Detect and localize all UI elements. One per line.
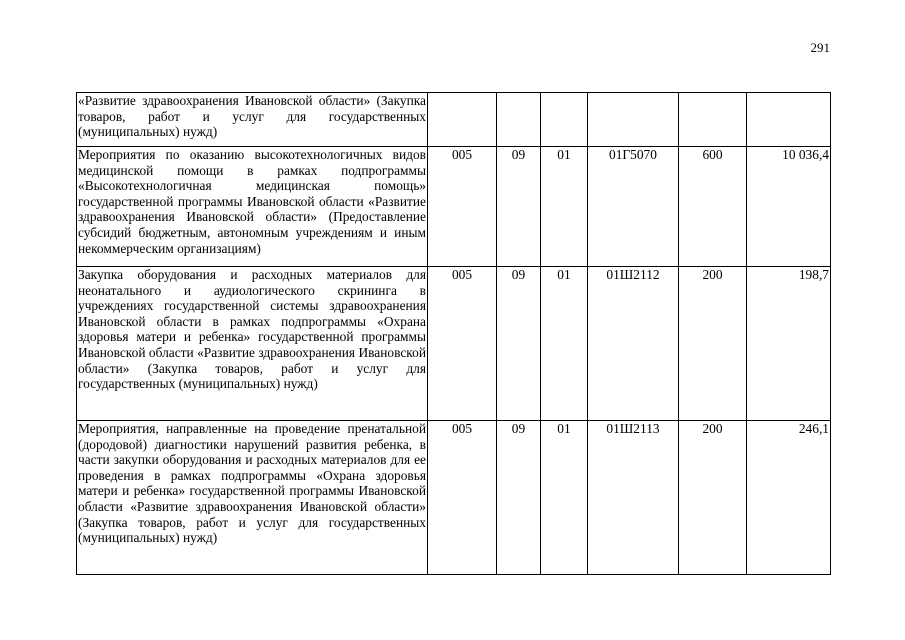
- target-code: 01Г5070: [588, 147, 679, 267]
- section-code: [497, 93, 541, 147]
- target-code: [588, 93, 679, 147]
- expense-type-code: 600: [679, 147, 747, 267]
- subsection-code: 01: [541, 147, 588, 267]
- target-code: 01Ш2113: [588, 421, 679, 575]
- table-row: [77, 267, 831, 421]
- row-description: Мероприятия по оказанию высокотехнологичных видов медицинской помощи в рамках подпрограммы «Высокотехнологичная медицинская помощь» государственной программы Ивановской области «Развитие здравоохранения Ивановской области» (Предоставление субсидий бюджетным, автономным учреждениям и иным некоммерческим организациям): [77, 147, 428, 267]
- table-row: [77, 421, 831, 575]
- expense-type-code: 200: [679, 267, 747, 421]
- expense-type-code: [679, 93, 747, 147]
- row-description: «Развитие здравоохранения Ивановской области» (Закупка товаров, работ и услуг для государственных (муниципальных) нужд): [77, 93, 428, 147]
- amount: 198,7: [747, 267, 831, 421]
- table-row: [77, 147, 831, 267]
- subsection-code: 01: [541, 421, 588, 575]
- ministry-code: [428, 93, 497, 147]
- section-code: 09: [497, 421, 541, 575]
- row-description: Мероприятия, направленные на проведение пренатальной (дородовой) диагностики нарушений развития ребенка, в части закупки оборудования и расходных материалов для ее проведения в рамках подпрограммы «Охрана здоровья матери и ребенка» государственной программы Ивановской области «Развитие здравоохранения Ивановской области» (Закупка товаров, работ и услуг для государственных (муниципальных) нужд): [77, 421, 428, 575]
- row-description: Закупка оборудования и расходных материалов для неонатального и аудиологического скрининга в учреждениях государственной системы здравоохранения Ивановской области в рамках подпрограммы «Охрана здоровья матери и ребенка» государственной программы Ивановской области «Развитие здравоохранения Ивановской области» (Закупка товаров, работ и услуг для государственных (муниципальных) нужд): [77, 267, 428, 421]
- ministry-code: 005: [428, 147, 497, 267]
- ministry-code: 005: [428, 267, 497, 421]
- amount: 10 036,4: [747, 147, 831, 267]
- expense-type-code: 200: [679, 421, 747, 575]
- section-code: 09: [497, 267, 541, 421]
- section-code: 09: [497, 147, 541, 267]
- subsection-code: [541, 93, 588, 147]
- target-code: 01Ш2112: [588, 267, 679, 421]
- budget-table: [76, 92, 831, 575]
- page-number: 291: [810, 40, 830, 55]
- amount: [747, 93, 831, 147]
- subsection-code: 01: [541, 267, 588, 421]
- amount: 246,1: [747, 421, 831, 575]
- ministry-code: 005: [428, 421, 497, 575]
- table-row: [77, 93, 831, 147]
